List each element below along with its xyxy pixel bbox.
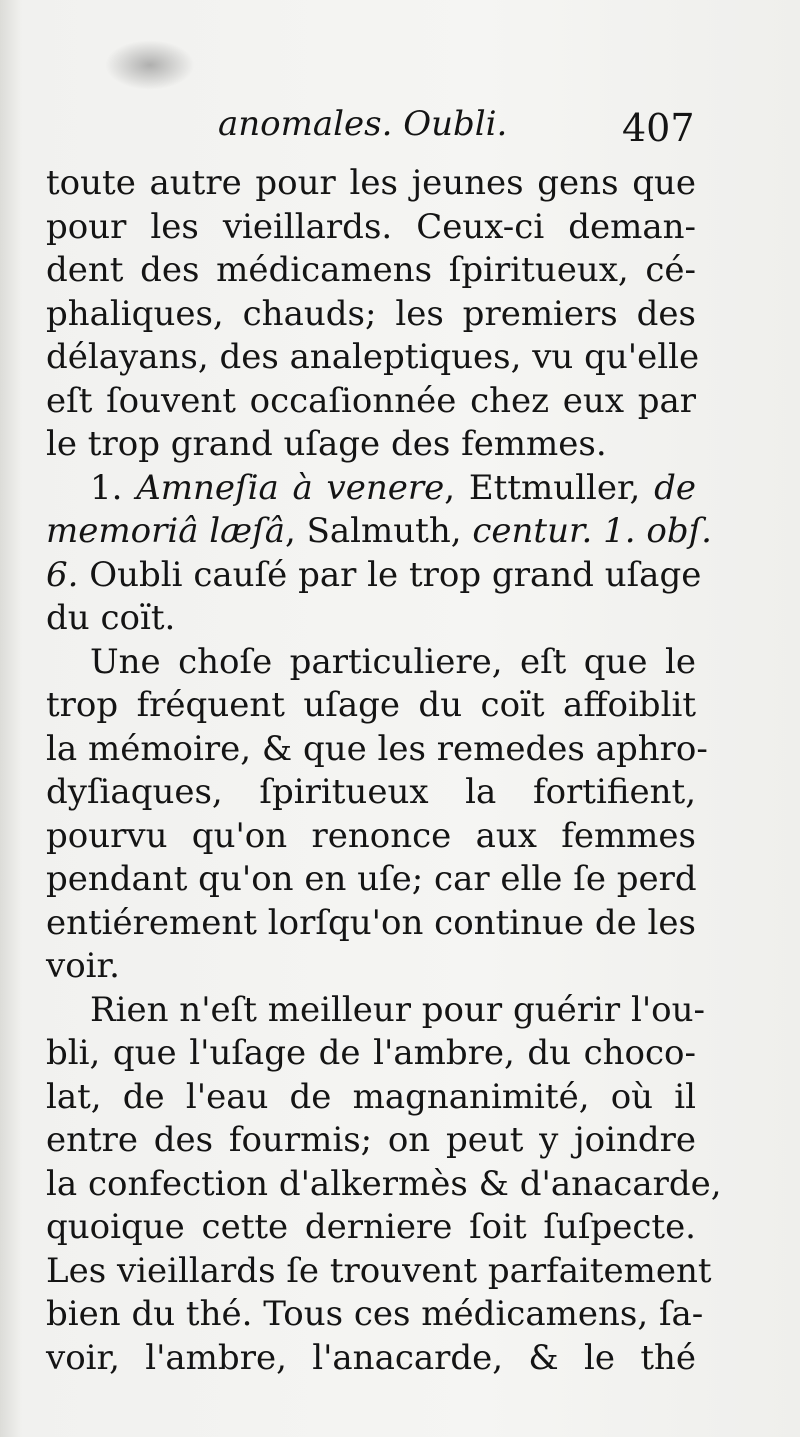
- text-line: phaliques, chauds; les premiers des: [46, 293, 696, 334]
- author-ref: , Ettmuller,: [444, 467, 641, 508]
- text-line: pour les vieillards. Ceux-ci deman-: [46, 206, 696, 247]
- text-line: Les vieillards ſe trouvent parfaitement: [46, 1250, 712, 1291]
- text-line: toute autre pour les jeunes gens que: [46, 163, 696, 203]
- text-line: voir, l'ambre, l'anacarde, & le thé: [46, 1337, 696, 1378]
- text-line: [46, 510, 712, 554]
- text-line: quoique cette derniere ſoit ſuſpecte.: [46, 1207, 696, 1247]
- running-head: [0, 100, 800, 160]
- text-line: entiérement lorſqu'on continue de les: [46, 902, 696, 943]
- text-line: pourvu qu'on renonce aux femmes: [46, 815, 696, 856]
- text-line: entre des fourmis; on peut y joindre: [46, 1120, 696, 1160]
- text-line: [46, 554, 702, 598]
- latin-term: Amneſia à venere: [136, 467, 445, 508]
- text-line: le trop grand uſage des femmes.: [46, 424, 607, 464]
- text-line: dent des médicamens ſpiritueux, cé-: [46, 250, 696, 290]
- running-title: anomales. Oubli.: [218, 104, 508, 144]
- text-line: [46, 467, 696, 511]
- body-text: [46, 162, 722, 1380]
- paragraph-3: [46, 641, 708, 989]
- entry-text: Oubli cauſé par le trop grand uſage: [89, 554, 702, 595]
- latin-ref: 6.: [46, 554, 79, 595]
- author-ref: , Salmuth,: [284, 511, 462, 551]
- page-number: 407: [622, 106, 695, 150]
- text-line: lat, de l'eau de magnanimité, où il: [46, 1076, 696, 1117]
- paragraph-2: [46, 467, 712, 641]
- paragraph-4: [46, 989, 722, 1381]
- text-line: eſt ſouvent occaſionnée chez eux par: [46, 380, 696, 421]
- text-line: la confection d'alkermès & d'anacarde,: [46, 1163, 722, 1204]
- latin-ref: centur. 1. obſ.: [472, 511, 712, 551]
- paragraph-1: [46, 162, 700, 467]
- text-line: la mémoire, & que les remedes aphro-: [46, 728, 708, 769]
- text-line: Rien n'eſt meilleur pour guérir l'ou-: [90, 989, 706, 1030]
- entry-number: 1.: [90, 467, 123, 508]
- text-line: bien du thé. Tous ces médicamens, ſa-: [46, 1294, 704, 1334]
- latin-ref: de: [654, 467, 696, 508]
- text-line: Une choſe particuliere, eſt que le: [90, 641, 696, 682]
- ink-smudge: [105, 40, 195, 90]
- latin-ref: memoriâ læſâ: [46, 511, 285, 551]
- text-line: bli, que l'uſage de l'ambre, du choco-: [46, 1033, 696, 1073]
- text-line: dyſiaques, ſpiritueux la fortifient,: [46, 772, 696, 812]
- text-line: voir.: [46, 946, 120, 986]
- text-line: du coït.: [46, 598, 176, 638]
- text-line: délayans, des analeptiques, vu qu'elle: [46, 337, 700, 377]
- text-line: pendant qu'on en uſe; car elle ſe perd: [46, 859, 697, 899]
- text-line: trop fréquent uſage du coït affoiblit: [46, 685, 696, 725]
